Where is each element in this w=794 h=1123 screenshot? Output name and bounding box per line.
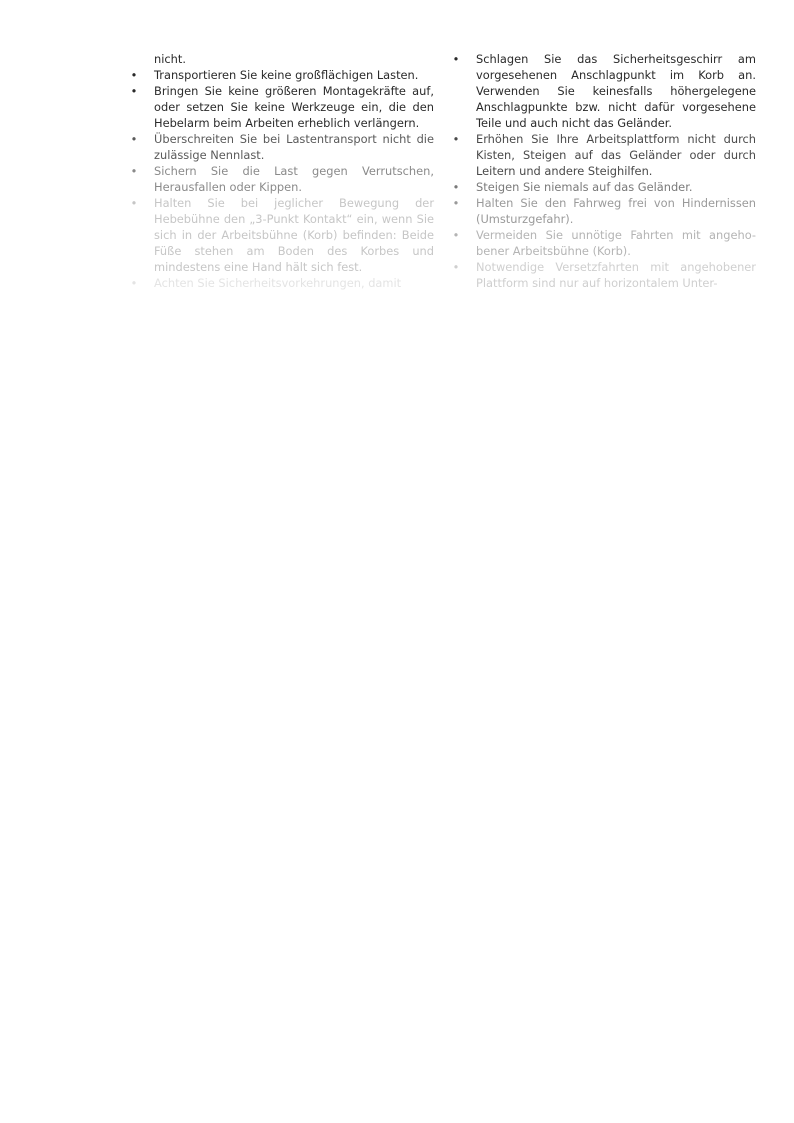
bullet-icon: • — [452, 260, 460, 274]
list-item-text: Transportieren Sie keine großflächigen Lasten. — [154, 68, 419, 82]
bullet-icon: • — [452, 196, 460, 210]
list-item-text: Notwendige Versetzfahrten mit angehobener Plattform sind nur auf horizontalem Unter- — [476, 260, 756, 290]
list-item — [452, 179, 756, 195]
bullet-icon: • — [130, 276, 138, 290]
list-item — [130, 163, 434, 195]
bullet-icon: • — [130, 164, 138, 178]
bullet-icon: • — [452, 132, 460, 146]
bullet-icon: • — [452, 228, 460, 242]
bullet-icon: • — [130, 196, 138, 210]
list-item-text: Halten Sie den Fahrweg frei von Hindernissen (Umsturzgefahr). — [476, 196, 756, 226]
bullet-icon: • — [130, 132, 138, 146]
list-item-text: Schlagen Sie das Sicherheitsgeschirr am vorgesehenen Anschlagpunkt im Korb an. Verwenden Sie keinesfalls höhergelegene Anschlagpunkte bzw. nicht dafür vorgesehene Teile und auch nicht das Geländer. — [476, 52, 756, 130]
left-column — [130, 51, 434, 290]
list-item-text: Sichern Sie die Last gegen Verrutschen, Herausfallen oder Kippen. — [154, 164, 434, 194]
list-item — [452, 51, 756, 131]
list-item — [452, 227, 756, 259]
list-item — [452, 195, 756, 227]
list-item — [130, 83, 434, 131]
list-item-text: Achten Sie Sicherheitsvorkehrungen, damit — [154, 276, 402, 290]
bullet-icon: • — [452, 180, 460, 194]
list-item-text: Steigen Sie niemals auf das Geländer. — [476, 180, 693, 194]
list-item-text: Halten Sie bei jeglicher Bewegung der Hebebühne den „3-Punkt Kontakt“ ein, wenn Sie sich in der Arbeitsbühne (Korb) befinden: Beide Füße stehen am Boden des Korbes und mindestens eine Hand hält sich fest. — [154, 196, 434, 274]
list-item — [130, 195, 434, 275]
bullet-icon: • — [452, 52, 460, 66]
list-item — [130, 67, 434, 83]
continuation-text: nicht. — [154, 52, 186, 66]
list-item — [130, 131, 434, 163]
list-item — [452, 131, 756, 179]
list-item-text: Erhöhen Sie Ihre Arbeitsplattform nicht durch Kisten, Steigen auf das Geländer oder durch Leitern und andere Steighilfen. — [476, 132, 756, 178]
list-item-text: Bringen Sie keine größeren Montagekräfte auf, oder setzen Sie keine Werkzeuge ein, die den Hebelarm beim Arbeiten erheblich verlängern. — [154, 84, 434, 130]
bullet-icon: • — [130, 68, 138, 82]
list-item-text: Überschreiten Sie bei Lastentransport nicht die zulässige Nennlast. — [154, 132, 434, 162]
list-item-text: Vermeiden Sie unnötige Fahrten mit angeho-bener Arbeitsbühne (Korb). — [476, 228, 756, 258]
list-item — [452, 259, 756, 290]
bullet-icon: • — [130, 84, 138, 98]
list-item — [130, 275, 434, 290]
right-column — [452, 51, 756, 290]
